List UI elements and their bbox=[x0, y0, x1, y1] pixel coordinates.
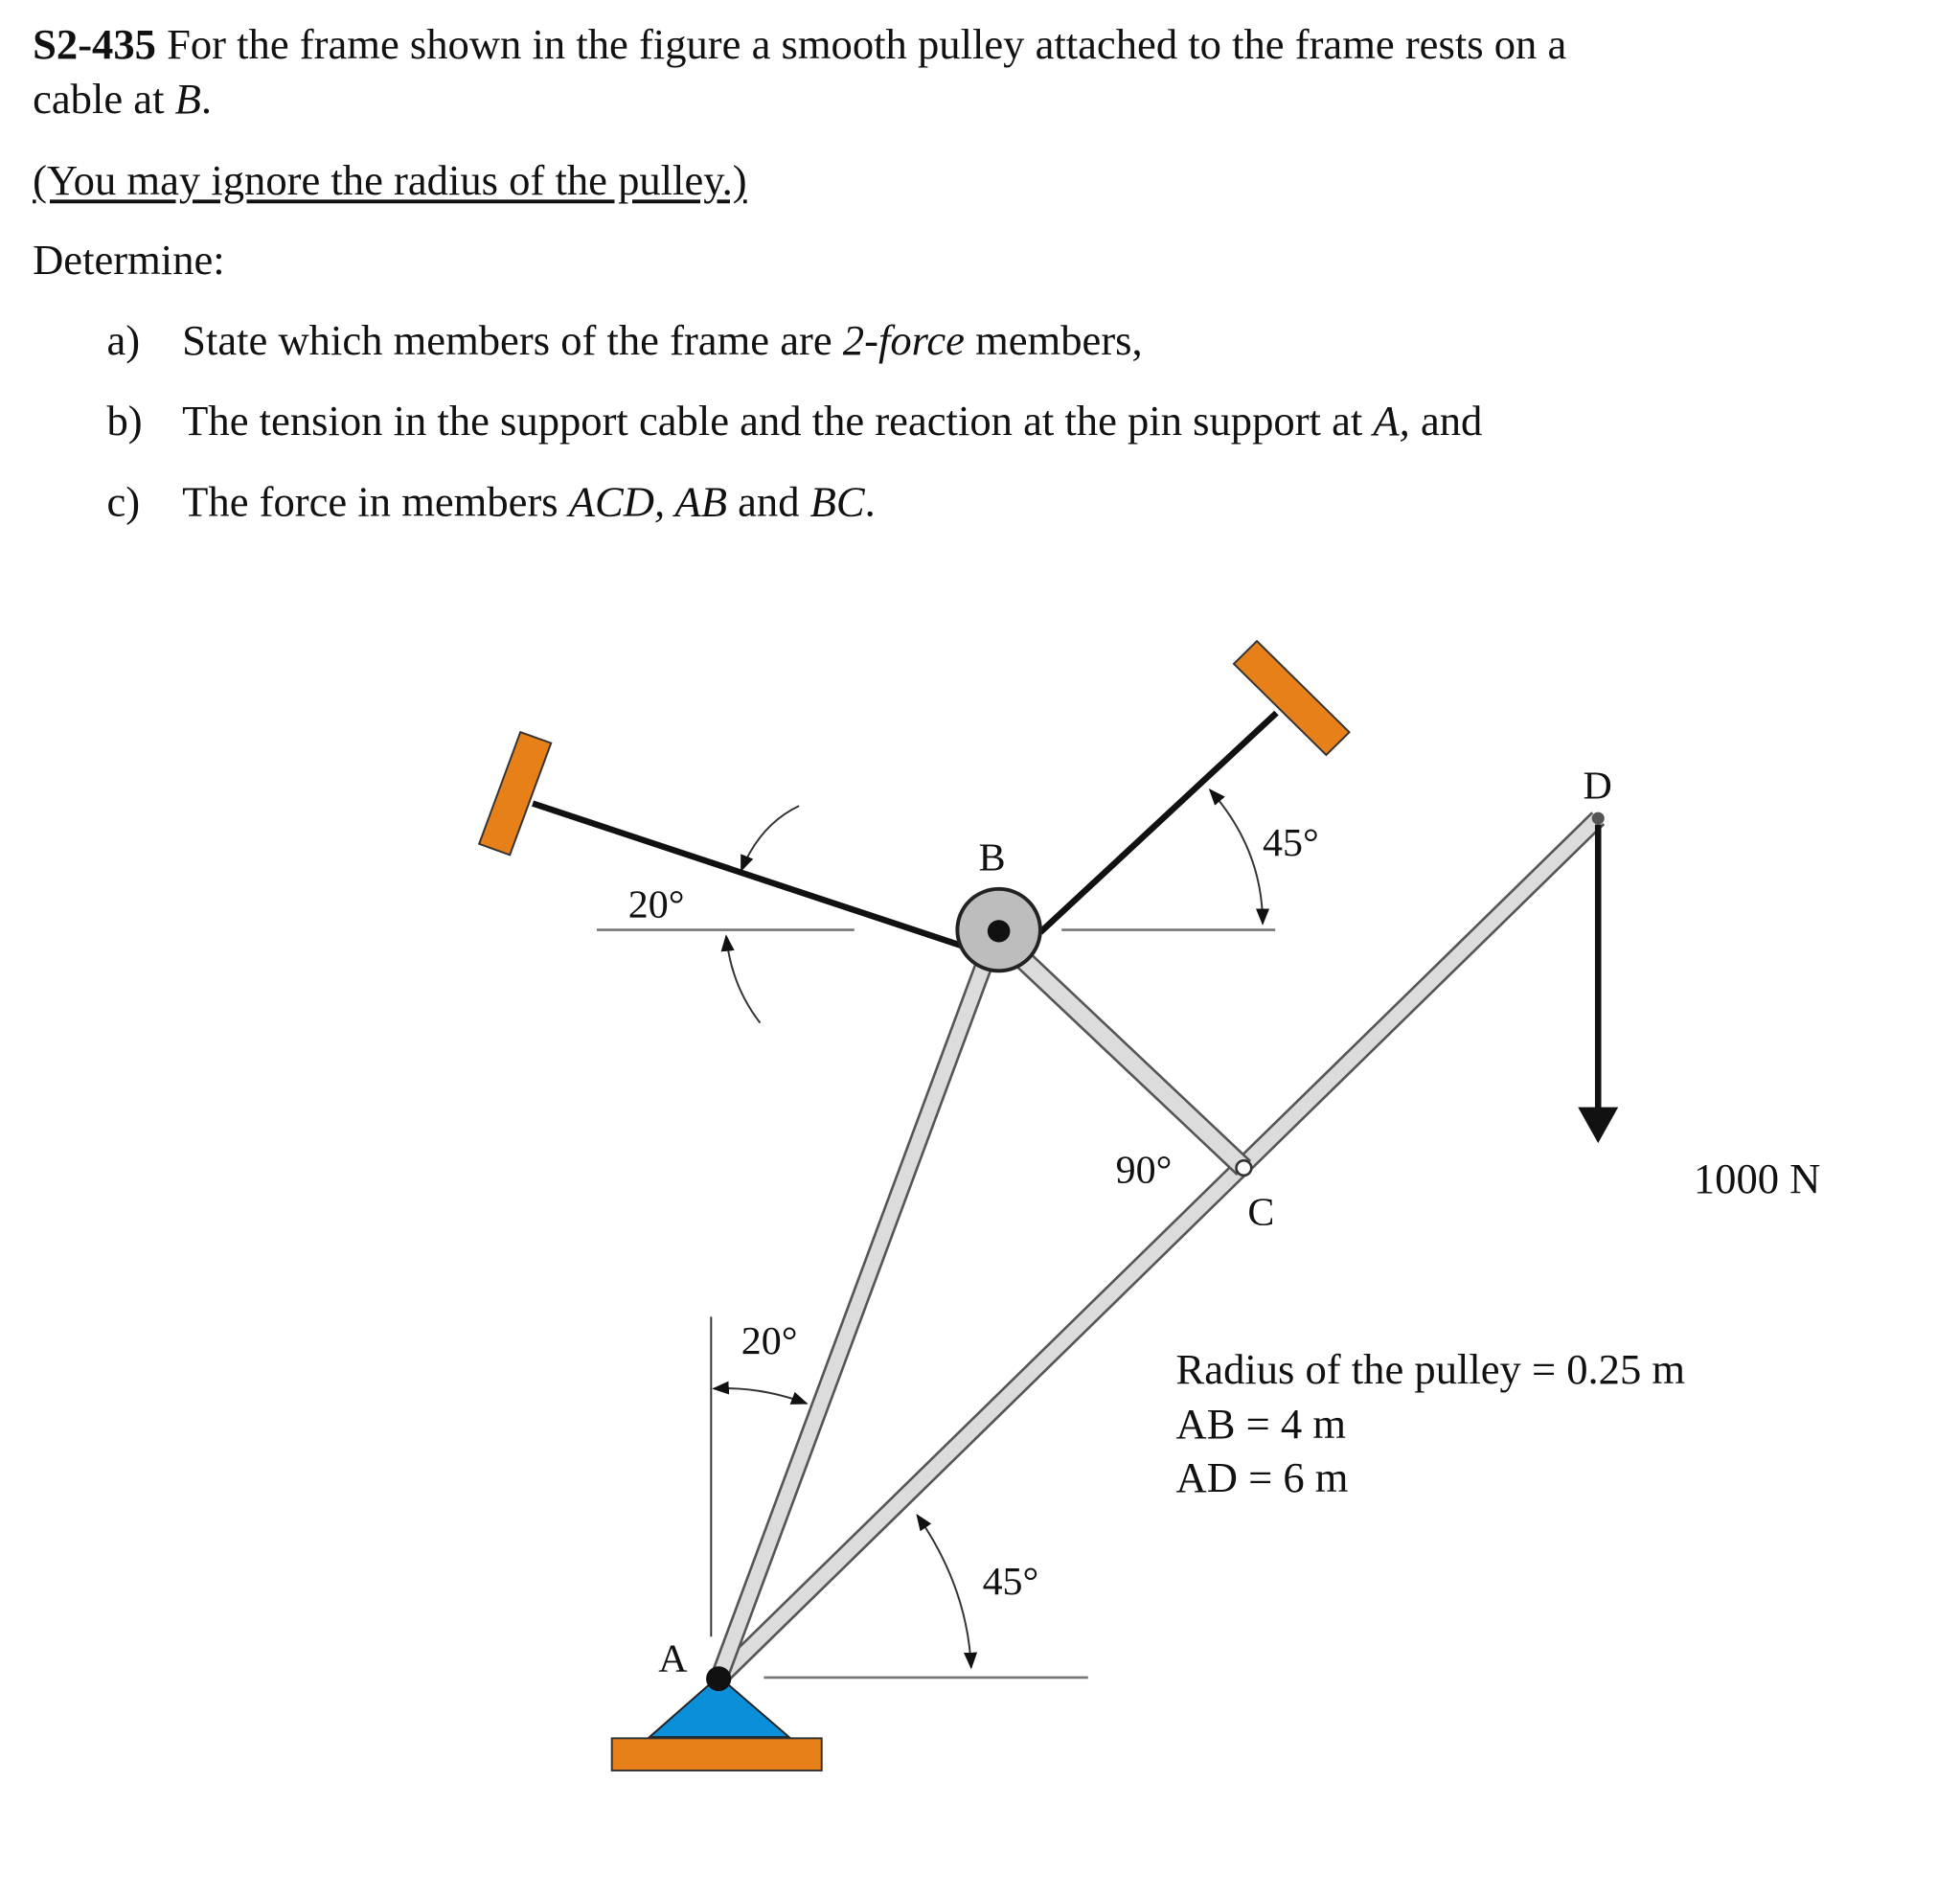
given-ad: AD = 6 m bbox=[1175, 1454, 1349, 1501]
item-c-text: The force in members bbox=[182, 479, 569, 526]
angle-arc-45-top bbox=[1210, 789, 1263, 924]
problem-intro: For the frame shown in the figure a smooth pulley attached to the frame rests on a bbox=[167, 22, 1567, 69]
intro-var: B bbox=[174, 77, 201, 124]
angle-arc-45-a bbox=[917, 1515, 970, 1667]
angle-label-cable-left: 20° bbox=[627, 882, 685, 927]
left-wall-support bbox=[479, 732, 551, 855]
ground-support bbox=[612, 1738, 822, 1771]
item-c-em2: BC bbox=[809, 479, 865, 526]
angle-arc-left-top bbox=[741, 806, 799, 870]
intro-end: . bbox=[200, 77, 213, 124]
angle-label-cable-right: 45° bbox=[1263, 821, 1319, 865]
angle-arc-left-bottom bbox=[726, 936, 760, 1023]
item-b-label: b) bbox=[106, 399, 143, 446]
label-b: B bbox=[978, 835, 1006, 880]
item-c-em: ACD, AB bbox=[568, 479, 727, 526]
angle-label-ab: 20° bbox=[741, 1319, 798, 1364]
item-b-text: The tension in the support cable and the reaction at the pin support at bbox=[182, 399, 1374, 446]
pulley-axle bbox=[988, 920, 1011, 942]
determine-heading: Determine: bbox=[33, 238, 225, 285]
member-bc bbox=[1012, 948, 1244, 1168]
item-a-label: a) bbox=[106, 318, 141, 365]
item-a-text: State which members of the frame are bbox=[182, 318, 843, 365]
cable-right bbox=[1040, 713, 1277, 932]
pin-d bbox=[1592, 812, 1605, 825]
item-a-em: 2-force bbox=[842, 318, 965, 365]
intro-text: cable at bbox=[33, 77, 175, 124]
given-radius: Radius of the pulley = 0.25 m bbox=[1175, 1346, 1686, 1394]
member-acd bbox=[718, 818, 1598, 1679]
load-arrowhead bbox=[1578, 1108, 1618, 1144]
label-c: C bbox=[1247, 1190, 1275, 1235]
note: (You may ignore the radius of the pulley.) bbox=[33, 158, 747, 205]
item-b-end: and bbox=[1409, 399, 1483, 446]
item-c-label: c) bbox=[106, 479, 141, 526]
label-a: A bbox=[658, 1636, 688, 1681]
problem-id: S2-435 bbox=[33, 22, 156, 69]
item-b-em: A, bbox=[1373, 399, 1410, 446]
load-label: 1000 N bbox=[1693, 1155, 1821, 1202]
item-a-end: members, bbox=[964, 318, 1143, 365]
item-c-mid: and bbox=[726, 479, 810, 526]
label-d: D bbox=[1583, 764, 1612, 809]
given-ab: AB = 4 m bbox=[1175, 1401, 1347, 1449]
pin-a bbox=[706, 1666, 731, 1691]
member-ab bbox=[718, 948, 990, 1679]
angle-label-90: 90° bbox=[1115, 1148, 1173, 1193]
angle-label-acd: 45° bbox=[982, 1560, 1039, 1605]
cable-left bbox=[533, 804, 996, 957]
pin-c bbox=[1237, 1160, 1252, 1176]
angle-arc-20-a bbox=[714, 1388, 807, 1404]
item-c-end: . bbox=[864, 479, 876, 526]
